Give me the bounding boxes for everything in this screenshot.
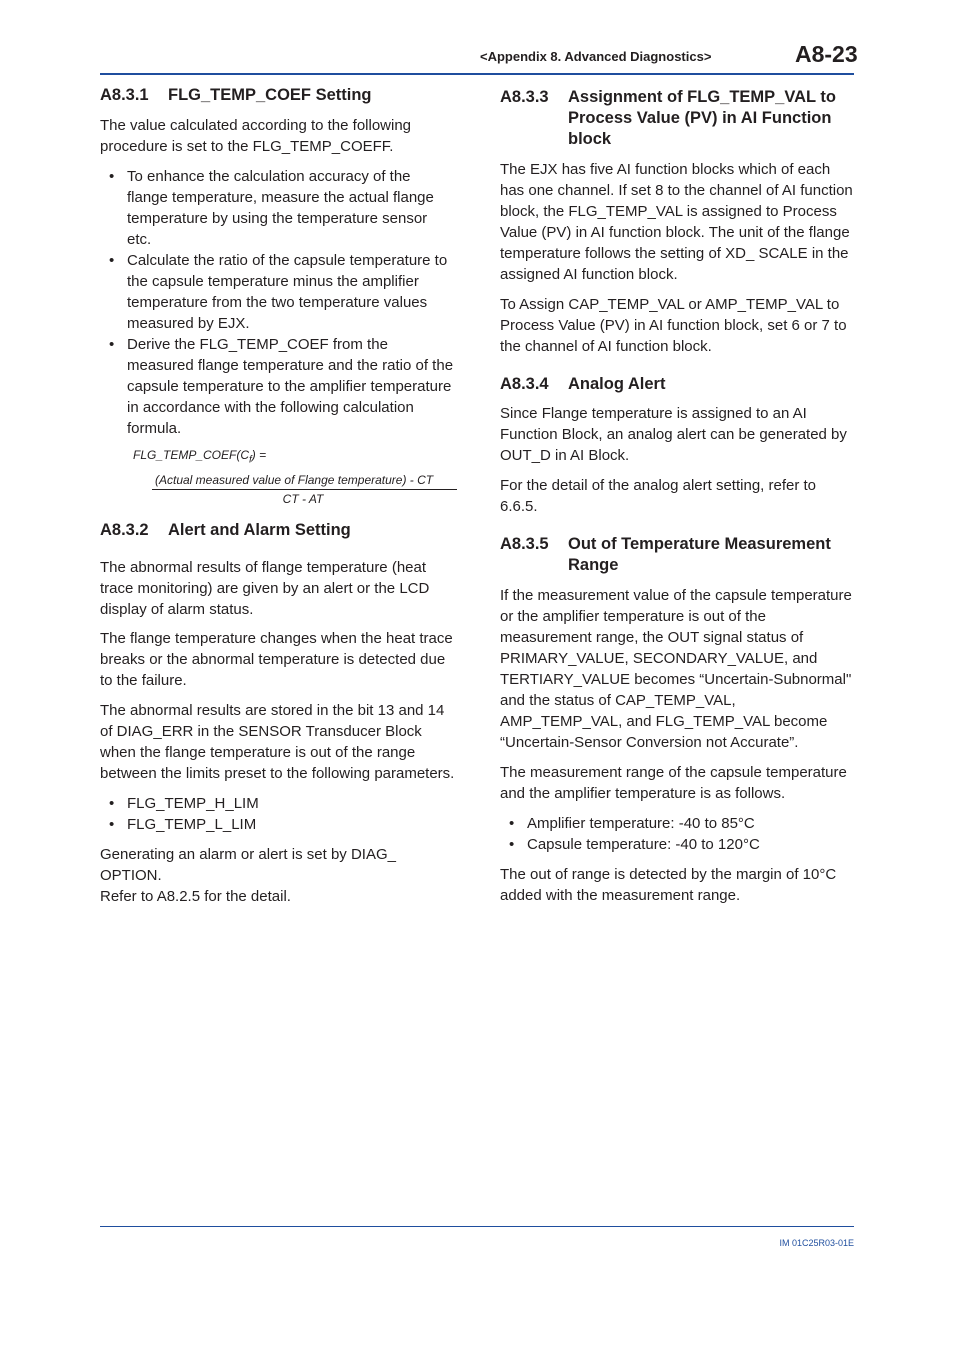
list-item: • To enhance the calculation accuracy of the flange temperature, measure the actual flange temperature by using the temperature sensor etc. [100, 166, 455, 250]
list-item: • FLG_TEMP_L_LIM [100, 814, 455, 835]
paragraph: Since Flange temperature is assigned to an AI Function Block, an analog alert can be generated by OUT_D in AI Block. [500, 405, 847, 464]
section-number: A8.3.2 [100, 521, 149, 540]
bullet-list [100, 166, 455, 439]
section-title: Alert and Alarm Setting [168, 521, 351, 540]
paragraph: The out of range is detected by the margin of 10°C added with the measurement range. [500, 866, 837, 904]
bullet-list [500, 813, 855, 855]
formula-lhs: $FLG\_TEMP\_COEF(C_f)$ = [133, 448, 267, 466]
section-heading-a8-3-2 [100, 520, 455, 541]
section-heading-a8-3-5 [500, 534, 855, 576]
formula-denominator: CT - AT [282, 492, 324, 507]
section-title: Out of Temperature Measurement Range [568, 535, 831, 574]
formula [100, 446, 455, 508]
formula-numerator: (Actual measured value of Flange temperature) - CT [152, 471, 457, 490]
list-item: • Derive the FLG_TEMP_COEF from the measured flange temperature and the ratio of the capsule temperature to the amplifier temperature in accordance with the following calculation formula. [100, 334, 455, 439]
paragraph: The value calculated according to the following procedure is set to the FLG_TEMP_COEFF. [100, 117, 412, 155]
section-title: Assignment of FLG_TEMP_VAL to Process Value (PV) in AI Function block [568, 88, 836, 148]
section-number: A8.3.5 [500, 535, 549, 553]
section-title: FLG_TEMP_COEF Setting [168, 86, 372, 104]
paragraph: The flange temperature changes when the heat trace breaks or the abnormal temperature is detected due to the failure. [100, 630, 453, 690]
paragraph: Generating an alarm or alert is set by DIAG_ OPTION. [100, 846, 396, 885]
section-heading-a8-3-4 [500, 374, 855, 395]
right-column [500, 85, 855, 906]
paragraph: The measurement range of the capsule temperature and the amplifier temperature is as follows. [500, 764, 847, 802]
page-number: A8-23 [795, 41, 858, 67]
paragraph: The abnormal results are stored in the bit 13 and 14 of DIAG_ERR in the SENSOR Transducer Block when the flange temperature is out of the range between the limits preset to the following parameters. [100, 702, 455, 783]
bullet-list [100, 793, 455, 835]
left-column [100, 85, 455, 907]
paragraph: For the detail of the analog alert setting, refer to 6.6.5. [500, 477, 817, 515]
list-item: • Calculate the ratio of the capsule temperature to the capsule temperature minus the amplifier temperature from the two temperature values measured by EJX. [100, 250, 455, 334]
paragraph: To Assign CAP_TEMP_VAL or AMP_TEMP_VAL to Process Value (PV) in AI function block, set 6 or 7 to the channel of AI function block. [500, 296, 847, 355]
paragraph: The EJX has five AI function blocks which of each has one channel. If set 8 to the channel of AI function block, the FLG_TEMP_VAL is assigned to Process Value (PV) in AI function block. The unit of the flange temperature follows the setting of XD_ SCALE in the assigned AI function block. [500, 161, 853, 283]
section-heading-a8-3-3 [500, 87, 855, 150]
section-number: A8.3.1 [100, 86, 149, 104]
list-item: • FLG_TEMP_H_LIM [100, 793, 455, 814]
list-item: • Amplifier temperature: -40 to 85°C [500, 813, 855, 834]
list-item: • Capsule temperature: -40 to 120°C [500, 834, 855, 855]
document-id: IM 01C25R03-01E [779, 1238, 854, 1248]
paragraph: Refer to A8.2.5 for the detail. [100, 888, 291, 906]
section-number: A8.3.3 [500, 88, 549, 106]
header-rule [100, 73, 854, 75]
section-heading-a8-3-1 [100, 85, 455, 106]
running-header-section: <Appendix 8. Advanced Diagnostics> [480, 49, 712, 64]
footer-rule [100, 1226, 854, 1227]
section-title: Analog Alert [568, 375, 666, 393]
paragraph: The abnormal results of flange temperature (heat trace monitoring) are given by an alert or the LCD display of alarm status. [100, 559, 430, 619]
paragraph: If the measurement value of the capsule temperature or the amplifier temperature is out of the measurement range, the OUT signal status of PRIMARY_VALUE, SECONDARY_VALUE, and TERTIARY_VALUE becomes “Uncertain-Subnormal" and the status of CAP_TEMP_VAL, AMP_TEMP_VAL, and FLG_TEMP_VAL become “Uncertain-Sensor Conversion not Accurate”. [500, 587, 852, 751]
section-number: A8.3.4 [500, 375, 549, 393]
